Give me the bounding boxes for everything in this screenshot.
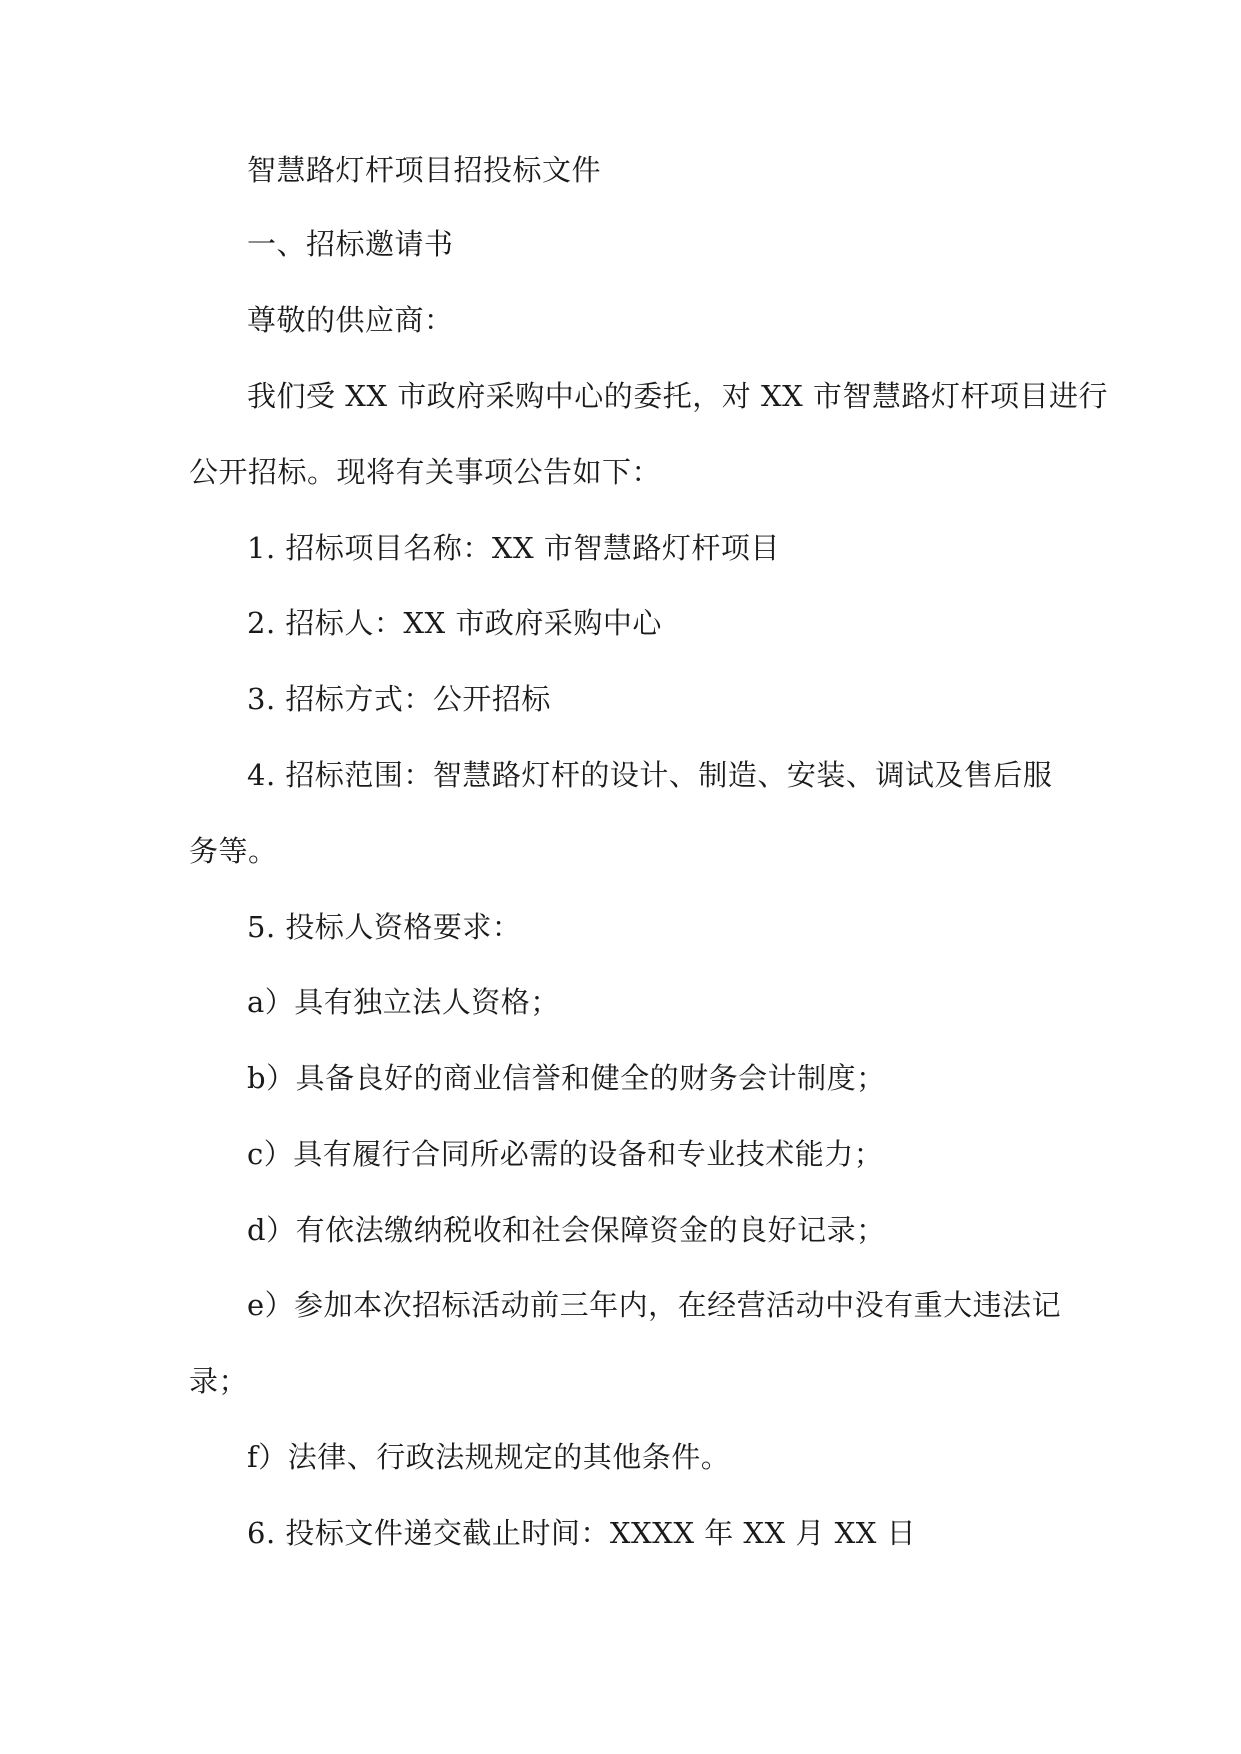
salutation: 尊敬的供应商：	[247, 303, 454, 337]
section-heading: 一、招标邀请书	[247, 227, 454, 261]
requirement-f: f）法律、行政法规规定的其他条件。	[247, 1440, 731, 1474]
document-title: 智慧路灯杆项目招投标文件	[247, 153, 602, 187]
intro-line-1: 我们受 XX 市政府采购中心的委托，对 XX 市智慧路灯杆项目进行	[247, 379, 1108, 413]
item-tenderer: 2. 招标人：XX 市政府采购中心	[247, 606, 662, 640]
item-tender-scope-2: 务等。	[189, 834, 278, 868]
item-tender-method: 3. 招标方式：公开招标	[247, 682, 551, 716]
requirement-d: d）有依法缴纳税收和社会保障资金的良好记录；	[247, 1213, 886, 1247]
item-qualifications: 5. 投标人资格要求：	[247, 910, 522, 944]
requirement-b: b）具备良好的商业信誉和健全的财务会计制度；	[247, 1061, 886, 1095]
item-submission-deadline: 6. 投标文件递交截止时间：XXXX 年 XX 月 XX 日	[247, 1516, 917, 1550]
item-project-name: 1. 招标项目名称：XX 市智慧路灯杆项目	[247, 531, 780, 565]
requirement-e-1: e）参加本次招标活动前三年内，在经营活动中没有重大违法记	[247, 1288, 1062, 1322]
requirement-c: c）具有履行合同所必需的设备和专业技术能力；	[247, 1137, 884, 1171]
requirement-a: a）具有独立法人资格；	[247, 985, 560, 1019]
requirement-e-2: 录；	[189, 1364, 249, 1398]
item-tender-scope-1: 4. 招标范围：智慧路灯杆的设计、制造、安装、调试及售后服	[247, 758, 1053, 792]
intro-line-2: 公开招标。现将有关事项公告如下：	[189, 455, 662, 489]
